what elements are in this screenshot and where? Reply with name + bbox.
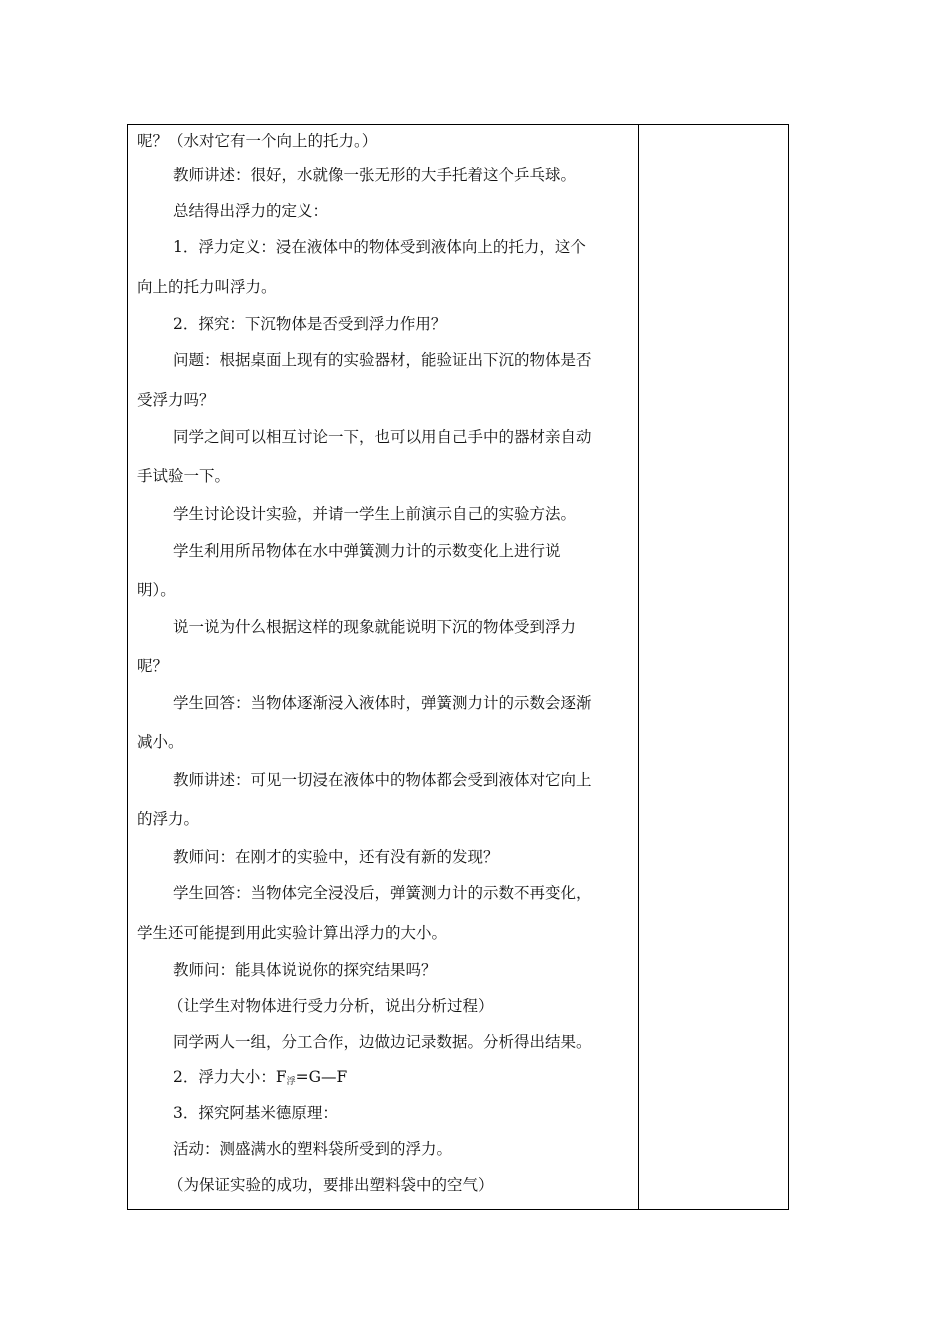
text-line: （让学生对物体进行受力分析，说出分析过程） bbox=[168, 997, 494, 1015]
content-cell bbox=[128, 125, 638, 1209]
text-line: 明）。 bbox=[137, 581, 176, 599]
formula-subscript: 浮 bbox=[286, 1077, 296, 1087]
text-line: 的浮力。 bbox=[137, 810, 200, 828]
text-line: 学生利用所吊物体在水中弹簧测力计的示数变化上进行说 bbox=[173, 542, 561, 560]
text-line: 说一说为什么根据这样的现象就能说明下沉的物体受到浮力 bbox=[173, 618, 577, 636]
text-line: 手试验一下。 bbox=[137, 467, 231, 485]
text-line: 教师问：在刚才的实验中，还有没有新的发现？ bbox=[173, 848, 499, 866]
text-line: 减小。 bbox=[137, 733, 184, 751]
text-line: 3．探究阿基米德原理： bbox=[173, 1104, 338, 1122]
text-line: 向上的托力叫浮力。 bbox=[137, 278, 277, 296]
formula-rest: =G—F bbox=[295, 1068, 348, 1086]
formula-label: 2．浮力大小： bbox=[173, 1068, 276, 1086]
lesson-table bbox=[127, 124, 789, 1210]
text-line: 1．浮力定义：浸在液体中的物体受到液体向上的托力，这个 bbox=[173, 238, 586, 256]
text-line: 教师问：能具体说说你的探究结果吗？ bbox=[173, 961, 437, 979]
text-line: 总结得出浮力的定义： bbox=[173, 202, 329, 220]
text-line: 呢？ bbox=[137, 657, 169, 675]
text-line: 问题：根据桌面上现有的实验器材，能验证出下沉的物体是否 bbox=[173, 351, 592, 369]
text-line: 2．探究：下沉物体是否受到浮力作用？ bbox=[173, 315, 447, 333]
text-line: 呢？（水对它有一个向上的托力。） bbox=[137, 132, 378, 150]
text-line: 活动：测盛满水的塑料袋所受到的浮力。 bbox=[173, 1140, 453, 1158]
text-line: 学生还可能提到用此实验计算出浮力的大小。 bbox=[137, 924, 448, 942]
text-line: 学生回答：当物体完全浸没后，弹簧测力计的示数不再变化， bbox=[173, 884, 592, 902]
text-line: 学生讨论设计实验，并请一学生上前演示自己的实验方法。 bbox=[173, 505, 577, 523]
notes-cell bbox=[639, 125, 788, 1209]
text-line: （为保证实验的成功，要排出塑料袋中的空气） bbox=[168, 1176, 494, 1194]
formula-f: F bbox=[275, 1068, 287, 1086]
text-line: 同学之间可以相互讨论一下，也可以用自己手中的器材亲自动 bbox=[173, 428, 592, 446]
text-line: 教师讲述：很好，水就像一张无形的大手托着这个乒乓球。 bbox=[173, 166, 577, 184]
text-line: 受浮力吗？ bbox=[137, 391, 215, 409]
formula-line bbox=[173, 1067, 347, 1092]
text-line: 同学两人一组，分工合作，边做边记录数据。分析得出结果。 bbox=[173, 1033, 592, 1051]
text-line: 学生回答：当物体逐渐浸入液体时，弹簧测力计的示数会逐渐 bbox=[173, 694, 592, 712]
text-line: 教师讲述：可见一切浸在液体中的物体都会受到液体对它向上 bbox=[173, 771, 592, 789]
